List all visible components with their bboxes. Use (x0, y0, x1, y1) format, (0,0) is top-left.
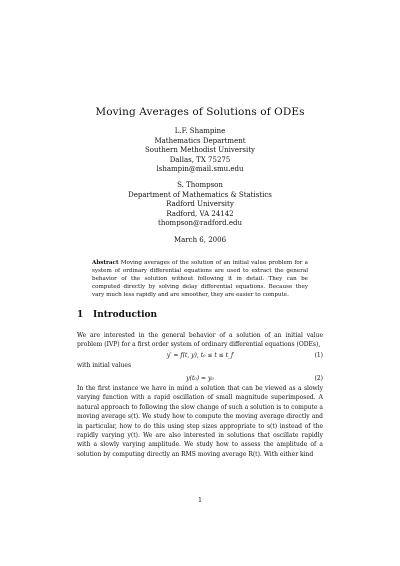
author-institution: Southern Methodist University (145, 146, 255, 155)
equation-expr: y(t₀) = y₀ (186, 375, 214, 382)
author-block-1 (0, 127, 400, 175)
page-number: 1 (198, 497, 202, 504)
equation-expr: y′ = f(t, y), t₀ ≤ t ≤ t_f (166, 352, 234, 359)
author-email: lshampin@mail.smu.edu (156, 165, 244, 174)
author-name: L.F. Shampine (174, 127, 226, 135)
section-heading (77, 310, 157, 320)
equation-tag: (1) (314, 352, 323, 359)
section-title: Introduction (93, 310, 158, 320)
author-block-2 (0, 181, 400, 229)
author-city: Dallas, TX 75275 (169, 155, 231, 164)
author-department: Mathematics Department (154, 136, 246, 145)
equation-tag: (2) (314, 375, 323, 382)
paragraph-intro: We are interested in the general behavior of a solution of an initial value problem (IVP) for a first order system of ordinary differential equations (ODEs), (77, 332, 323, 349)
paper-date: March 6, 2006 (173, 236, 227, 244)
paper-title: Moving Averages of Solutions of ODEs (95, 106, 305, 118)
abstract-text: Moving averages of the solution of an initial value problem for a system of ordinary differential equations are used to extract the general behavior of the solution without following it in detail. They can be computed directly by solving delay differential equations. Because they vary much less rapidly and are smoother, they are easier to compute. (92, 260, 308, 298)
section-number: 1 (77, 310, 84, 320)
author-institution: Radford University (166, 200, 234, 209)
abstract (92, 259, 308, 299)
author-name: S. Thompson (177, 181, 223, 189)
author-city: Radford, VA 24142 (166, 209, 234, 218)
author-department: Department of Mathematics & Statistics (128, 190, 272, 199)
paragraph-body: In the first instance we have in mind a solution that can be viewed as a slowly varying function with a rapid oscillation of small magnitude superimposed. A natural approach to following the slow change of such a solution is to compute a moving average s(t). We study how to compute the moving average directly and in particular, how to do this using step sizes appropriate to s(t) instead of the rapidly varying y(t). We are also interested in solutions that oscillate rapidly with a slowly varying amplitude. We study how to assess the amplitude of a solution by computing directly an RMS moving average R(t). With either kind (77, 385, 323, 458)
author-email: thompson@radford.edu (158, 219, 242, 228)
abstract-label: Abstract (92, 260, 119, 266)
paragraph-initial-values: with initial values (77, 362, 132, 369)
